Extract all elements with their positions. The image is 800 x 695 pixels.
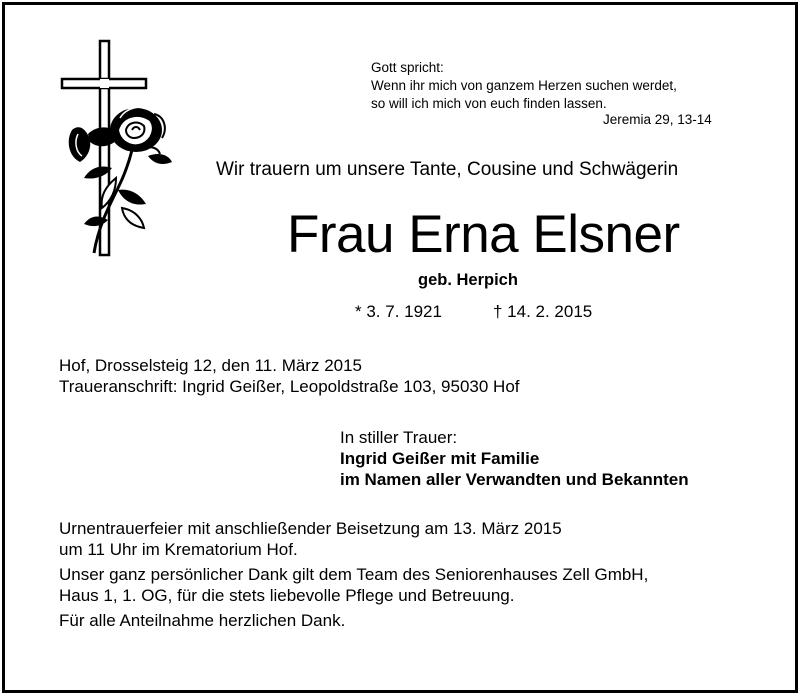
rose-icon (69, 107, 172, 253)
closing-thanks: Für alle Anteilnahme herzlichen Dank. (59, 611, 346, 630)
mourning-address: Traueranschrift: Ingrid Geißer, Leopoldstraße 103, 95030 Hof (59, 377, 520, 396)
quote-reference: Jeremia 29, 13-14 (603, 112, 712, 127)
quote-line: Gott spricht: (371, 60, 444, 75)
service-line: um 11 Uhr im Krematorium Hof. (59, 540, 298, 559)
thanks-line: Unser ganz persönlicher Dank gilt dem Team des Seniorenhauses Zell GmbH, (59, 565, 649, 584)
cross-with-rose-icon (60, 38, 190, 258)
birth-date: * 3. 7. 1921 (355, 302, 442, 321)
mourning-intro: Wir trauern um unsere Tante, Cousine und Schwägerin (216, 159, 679, 180)
thanks-line: Haus 1, 1. OG, für die stets liebevolle Pflege und Betreuung. (59, 586, 515, 605)
mourners-relatives: im Namen aller Verwandten und Bekannten (340, 470, 689, 489)
place-date: Hof, Drosselsteig 12, den 11. März 2015 (59, 356, 363, 375)
service-line: Urnentrauerfeier mit anschließender Beisetzung am 13. März 2015 (59, 519, 562, 538)
bible-quote (371, 59, 677, 113)
death-date: † 14. 2. 2015 (493, 302, 593, 321)
address-block (59, 355, 520, 397)
quote-line: so will ich mich von euch finden lassen. (371, 96, 607, 111)
mourners-block (340, 427, 689, 490)
mourners-family: Ingrid Geißer mit Familie (340, 449, 540, 468)
quote-line: Wenn ihr mich von ganzem Herzen suchen werdet, (371, 78, 677, 93)
deceased-name: Frau Erna Elsner (287, 205, 680, 264)
service-info (59, 518, 648, 631)
mourners-intro: In stiller Trauer: (340, 428, 458, 447)
birth-name: geb. Herpich (418, 271, 518, 289)
